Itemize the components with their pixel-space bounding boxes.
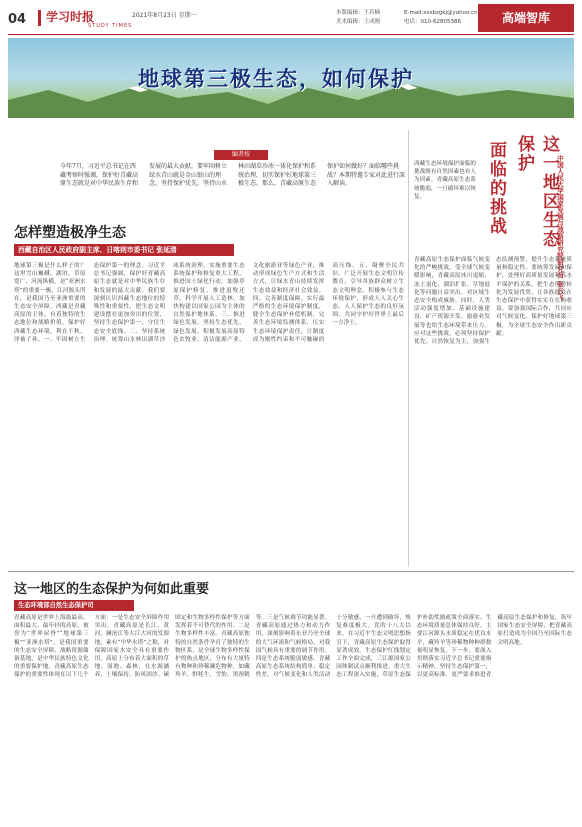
banner-title: 地球第三极生态，如何保护 bbox=[138, 67, 414, 91]
contact-info: E-mail:xxsbzgkj@yahoo.cn 电话：010-62805386 bbox=[404, 10, 478, 25]
right-headline-line1: 这一地区生态保护 bbox=[514, 135, 559, 249]
editor-note: 今年7月，习近平总书记在西藏考察时强调，保护好青藏高原生态就是对中华民族生存和发展的最大贡献。要牢固树立绿水青山就是金山银山的理念，坚持保护优先，坚持山水林田湖草沙冰一体化保护和系统治理，切实保护好地球第三极生态。那么，青藏高原生态保护如何做好？面临哪些挑战？本期特邀专家对此进行深入解读。 bbox=[60, 163, 406, 188]
right-column-body: 青藏高原生态保护面临气候变化的严峻挑战。受全球气候变暖影响，青藏高原冰川退缩、冻土退化、湖泊扩张、草地退化等问题日益突出，对区域生态安全构成威胁。同时，人类活动强度增加、基础设施建设、矿产资源开发、旅游业发展等也给生态环境带来压力。应对这些挑战，必须坚持保护优先、自然恢复为主，加强生态监测预警，提升生态系统质量和稳定性。要统筹发展和保护，处理好高质量发展和高水平保护的关系，把生态优势转化为发展优势，让各族群众在生态保护中获得实实在在的收益。要加强国际合作，共同应对气候变化，保护好地球第三极，为全球生态安全作出新贡献。 bbox=[414, 257, 572, 346]
masthead-rule bbox=[8, 34, 574, 35]
page-number: 04 bbox=[8, 12, 27, 27]
section2-body: 青藏高原是世界上海拔最高、面积最大、最年轻的高原，被誉为“世界屋脊”“地球第三极”“亚洲水塔”，是我国重要的生态安全屏障、战略资源储备基地，是中华民族特色文化的重要保护地。青藏高原生态保护的重要性体现在以下几个方面：一是生态安全屏障作用突出。青藏高原是长江、黄河、澜沧江等大江大河的发源地，素有“中华水塔”之称，对保障国家水安全具有重要作用。高原上分布着大面积的草地、湿地、森林，在水源涵养、土壤保持、防风固沙、碳固定和生物多样性保护等方面发挥着不可替代的作用。二是生物多样性丰富。青藏高原独特的自然条件孕育了独特的生物区系，是全球生物多样性保护的热点地区，分布有大量特有物种和珍稀濒危物种，如藏羚羊、野牦牛、雪豹、黑颈鹤等。三是气候调节功能显著。青藏高原通过热力和动力作用，深刻影响着东亚乃至全球的大气环流和气候格局，对我国气候具有重要的调节作用。四是生态系统脆弱敏感。青藏高原生态系统结构简单、稳定性差，对气候变化和人类活动十分敏感，一旦遭到破坏，恢复难度极大。党的十八大以来，在习近平生态文明思想指引下，青藏高原生态保护取得显著成效。生态保护红线划定工作全面完成，三江源国家公园体制试点顺利推进，重大生态工程深入实施，草原生态保护补助奖励政策全面落实，生态环境质量总体保持良好，主要江河源头水质稳定在优良水平，藏羚羊等珍稀物种种群数量明显恢复。下一步，要深入贯彻落实习近平总书记重要指示精神，坚持生态保护第一，以更高标准、更严要求推进青藏高原生态保护和修复，筑牢国家生态安全屏障，把青藏高原打造成为全国乃至国际生态文明高地。 bbox=[14, 615, 572, 679]
editors-credit: 本版编辑：王若楠 美术编辑：王成刚 bbox=[336, 10, 381, 25]
right-byline: 中国人民大学国家发展与战略研究院研究员 张云飞 bbox=[556, 155, 564, 301]
section-name: 高端智库 bbox=[478, 4, 574, 32]
paper-name-en: STUDY TIMES bbox=[88, 23, 133, 29]
paper-name: 学习时报 bbox=[46, 10, 95, 24]
section2-byline: 生态环境部自然生态保护司 bbox=[14, 600, 134, 611]
section-divider bbox=[8, 571, 574, 572]
masthead bbox=[8, 4, 574, 34]
right-intro-text: 西藏生态环境保护面临的挑战既有自然因素也有人为因素。青藏高原生态系统脆弱，一旦破坏难以恢复。 bbox=[414, 161, 476, 200]
editor-note-label: 编者按 bbox=[214, 150, 268, 160]
right-headline bbox=[472, 135, 559, 255]
page-marker bbox=[38, 10, 41, 26]
issue-date: 2021年8月23日 星期一 bbox=[132, 12, 197, 19]
banner-image bbox=[8, 38, 574, 118]
right-headline-line2: 面临的挑战 bbox=[486, 141, 506, 236]
section1-heading: 怎样塑造极净生态 bbox=[14, 225, 126, 241]
column-divider bbox=[408, 130, 409, 567]
section1-body: 地球第三极是什么样子的？这里雪山巍峨、湖泊、草原宽广、河流纵横，是“亚洲水塔”的重要一极，江河源头所在，是我国乃至亚洲重要的生态安全屏障。西藏是青藏高原的主体，有着独特的生态地位和战略价值。保护好西藏生态环境，利在千秋、泽被子孙。一、牢固树立生态保护第一的理念。习近平总书记强调，保护好青藏高原生态就是对中华民族生存和发展的最大贡献。我们要深刻认识西藏生态地位的特殊性和重要性，把生态文明建设摆在更加突出的位置，坚持生态保护第一，守住生态安全底线。二、坚持系统治理。统筹山水林田湖草沙冰系统治理，实施重要生态系统保护和修复重大工程，推进国土绿化行动，加强草原保护修复，推进退牧还草，科学开展人工造林，加快构建以国家公园为主体的自然保护地体系。三、推进绿色发展。坚持生态优先、绿色发展，积极发展高原特色农牧业、清洁能源产业、文化旅游业等绿色产业，推动形成绿色生产方式和生活方式，让绿水青山持续发挥生态效益和经济社会效益。四、完善制度保障。实行最严格的生态环境保护制度，健全生态保护补偿机制，完善生态环境监测体系，压实生态环境保护责任，让制度成为刚性约束和不可触碰的高压线。五、凝聚全民共识。广泛开展生态文明宣传教育，引导各族群众树立生态文明理念，积极参与生态环境保护，形成人人关心生态、人人保护生态的良好氛围，共同守护好世界上最后一方净土。 bbox=[14, 263, 404, 343]
section2-heading: 这一地区的生态保护为何如此重要 bbox=[14, 582, 210, 597]
section1-byline: 西藏自治区人民政府副主席、日喀则市委书记 张延清 bbox=[14, 244, 234, 256]
